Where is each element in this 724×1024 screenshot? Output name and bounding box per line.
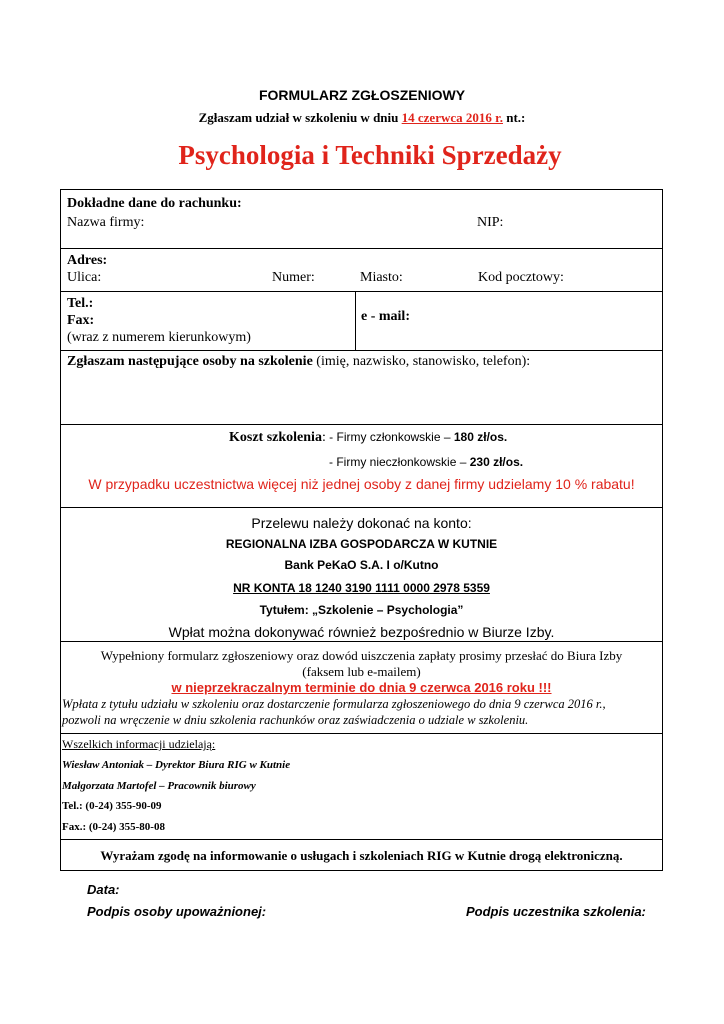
account-number: NR KONTA 18 1240 3190 1111 0000 2978 5359 (233, 581, 490, 595)
fax-note: (wraz z numerem kierunkowym) (67, 330, 251, 345)
nip-field[interactable]: NIP: (477, 215, 504, 230)
company-name-field[interactable]: Nazwa firmy: (67, 215, 145, 230)
fax-field[interactable]: Fax: (67, 313, 95, 328)
cost-label: Koszt szkolenia (229, 430, 322, 445)
nonmember-text: - Firmy niecz (329, 455, 398, 469)
cash-payment-note: Wpłat można dokonywać również bezpośrednio w Biurze Izby. (168, 624, 555, 640)
discount-note: W przypadku uczestnictwa więcej niż jednej osoby z danej firmy udzielamy 10 % rabatu! (88, 476, 635, 492)
nonmember-price: 230 zł/os. (469, 455, 524, 469)
street-field[interactable]: Ulica: (67, 270, 102, 285)
office-tel: Tel.: (0-24) 355-90-09 (62, 800, 162, 812)
registration-form-table (60, 189, 663, 871)
contact-person-director: Wiesław Antoniak – Dyrektor Biura RIG w Kutnie (62, 759, 291, 771)
authorized-signature-field[interactable]: Podpis osoby upoważnionej: (87, 904, 267, 919)
form-title: FORMULARZ ZGŁOSZENIOWY (258, 87, 466, 103)
payment-bank: Bank PeKaO S.A. I o/Kutno (284, 558, 439, 572)
info-heading: Wszelkich informacji udzielają: (62, 737, 216, 751)
tel-field[interactable]: Tel.: (67, 296, 94, 311)
email-field[interactable]: e - mail: (361, 309, 410, 324)
divider (61, 350, 662, 351)
date-field[interactable]: Data: (87, 882, 120, 897)
divider (61, 507, 662, 508)
member-price: 180 zł/os. (453, 430, 508, 444)
office-fax: Fax.: (0-24) 355-80-08 (62, 821, 165, 833)
divider (355, 291, 356, 350)
divider (61, 733, 662, 734)
cost-nonmember-line: - Firmy nieczłonkowskie – 230 zł/os. (329, 455, 524, 469)
address-heading: Adres: (67, 253, 108, 268)
member-text: - Firmy członkowskie – (325, 430, 454, 444)
consent-statement: Wyrażam zgodę na informowanie o usługach i szkoleniach RIG w Kutnie drogą elektroniczną. (100, 848, 623, 863)
submission-method: (faksem lub e-mailem) (302, 664, 421, 679)
training-title: Psychologia i Techniki Sprzedaży (178, 140, 562, 170)
training-date: 14 czerwca 2016 r. (401, 110, 503, 125)
participants-note: (imię, nazwisko, stanowisko, telefon): (312, 354, 531, 369)
divider (61, 248, 662, 249)
divider (61, 291, 662, 292)
form-subtitle (0, 110, 724, 126)
divider (61, 641, 662, 642)
submission-instructions: Wypełniony formularz zgłoszeniowy oraz dowód uiszczenia zapłaty prosimy przesłać do Biura Izby (100, 648, 623, 663)
contact-person-office: Małgorzata Martofel – Pracownik biurowy (62, 780, 256, 792)
participants-label: Zgłaszam następujące osoby na szkolenie (67, 354, 313, 369)
billing-heading: Dokładne dane do rachunku: (67, 196, 242, 211)
submission-deadline: w nieprzekraczalnym terminie do dnia 9 czerwca 2016 roku !!! (171, 680, 552, 695)
cost-member-line: Koszt szkolenia: - Firmy członkowskie – 180 zł/os. (229, 430, 508, 445)
submission-note-line2: pozwoli na wręczenie w dniu szkolenia rachunków oraz zaświadczenia o udziale w szkoleniu. (62, 713, 529, 727)
divider (61, 424, 662, 425)
subtitle-suffix: nt.: (506, 110, 526, 125)
payment-intro: Przelewu należy dokonać na konto: (251, 515, 472, 531)
participant-signature-field[interactable]: Podpis uczestnika szkolenia: (466, 904, 646, 919)
number-field[interactable]: Numer: (272, 270, 315, 285)
divider (61, 839, 662, 840)
submission-note-line1: Wpłata z tytułu udziału w szkoleniu oraz dostarczenie formularza zgłoszeniowego do dnia 9 czerwca 2016 r., (62, 697, 606, 711)
transfer-title: Tytułem: „Szkolenie – Psychologia” (259, 603, 464, 617)
payment-recipient: REGIONALNA IZBA GOSPODARCZA W KUTNIE (225, 537, 498, 551)
postal-code-field[interactable]: Kod pocztowy: (478, 270, 564, 285)
participants-field[interactable] (67, 354, 530, 370)
city-field[interactable]: Miasto: (360, 270, 403, 285)
subtitle-prefix: Zgłaszam udział w szkoleniu w dniu (198, 110, 399, 125)
